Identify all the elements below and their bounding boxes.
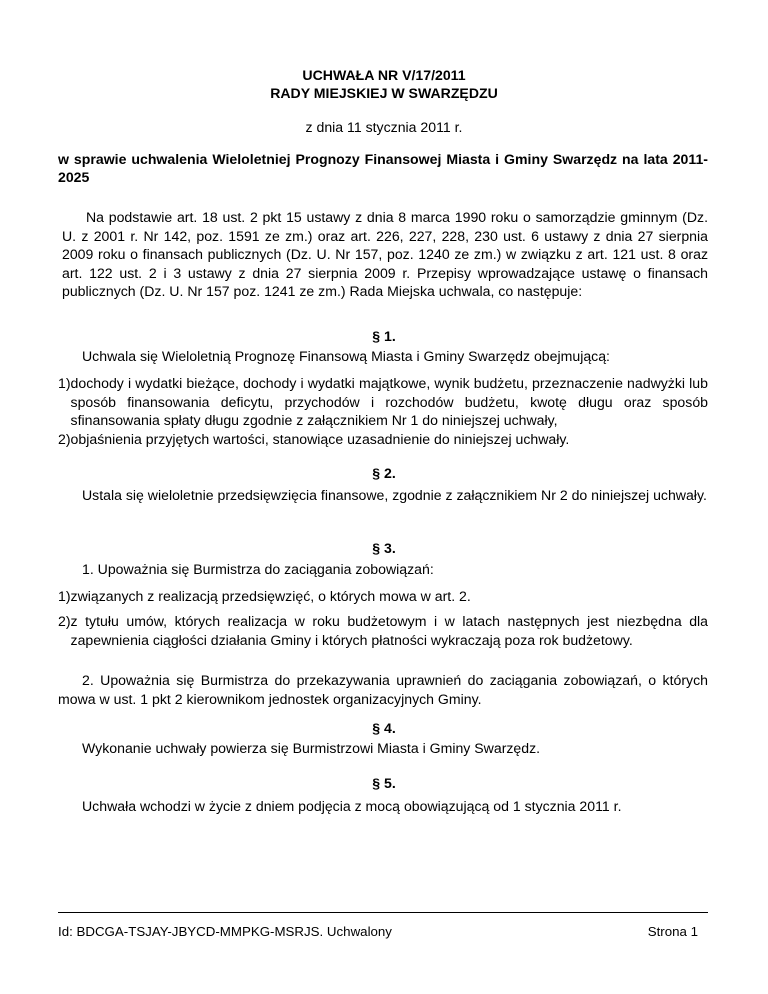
footer-divider	[58, 912, 708, 913]
section-1-intro: Uchwala się Wieloletnią Prognozę Finansową Miasta i Gminy Swarzędz obejmującą:	[82, 348, 610, 364]
document-id: Id: BDCGA-TSJAY-JBYCD-MMPKG-MSRJS. Uchwalony	[58, 924, 392, 939]
resolution-subject: w sprawie uchwalenia Wieloletniej Prognozy Finansowej Miasta i Gminy Swarzędz na lata 2011-2025	[58, 151, 708, 185]
section-2-heading: § 2.	[372, 465, 396, 481]
list-number: 2)	[58, 613, 71, 629]
section-2-text: Ustala się wieloletnie przedsięwzięcia finansowe, zgodnie z załącznikiem Nr 2 do niniejszej uchwały.	[82, 487, 707, 503]
section-3-paragraph-2: 2. Upoważnia się Burmistrza do przekazywania uprawnień do zaciągania zobowiązań, o których mowa w ust. 1 pkt 2 kierownikom jednostek organizacyjnych Gminy.	[58, 672, 708, 707]
list-text: dochody i wydatki bieżące, dochody i wydatki majątkowe, wynik budżetu, przeznaczenie nadwyżki lub sposób finansowania deficytu, przychodów i rozchodów budżetu, kwotę długu oraz sposób sfinansowania spłaty długu zgodnie z załącznikiem Nr 1 do niniejszej uchwały,	[70, 375, 708, 428]
section-3-item-1	[58, 587, 708, 606]
list-number: 1)	[58, 588, 71, 604]
section-4-heading: § 4.	[372, 720, 396, 736]
list-number: 1)	[58, 375, 71, 391]
preamble: Na podstawie art. 18 ust. 2 pkt 15 ustawy z dnia 8 marca 1990 roku o samorządzie gminnym (Dz. U. z 2001 r. Nr 142, poz. 1591 ze zm.) oraz art. 226, 227, 228, 230 ust. 6 ustawy z dnia 27 sierpnia 2009 roku o finansach publicznych (Dz. U. Nr 157, poz. 1240 ze zm.) w związku z art. 121 ust. 8 oraz art. 122 ust. 2 i 3 ustawy z dnia 27 sierpnia 2009 r. Przepisy wprowadzające ustawę o finansach publicznych (Dz. U. Nr 157 poz. 1241 ze zm.) Rada Miejska uchwala, co następuje:	[62, 209, 708, 299]
section-4-text: Wykonanie uchwały powierza się Burmistrzowi Miasta i Gminy Swarzędz.	[82, 740, 541, 756]
council-name: RADY MIEJSKIEJ W SWARZĘDZU	[270, 85, 498, 101]
list-number: 2)	[58, 431, 71, 447]
list-text: objaśnienia przyjętych wartości, stanowiące uzasadnienie do niniejszej uchwały.	[70, 431, 570, 447]
list-text: związanych z realizacją przedsięwzięć, o których mowa w art. 2.	[70, 588, 471, 604]
section-1-item-2	[58, 430, 708, 449]
section-1-item-1	[58, 374, 708, 430]
section-5-heading: § 5.	[372, 775, 396, 791]
section-3-item-2	[58, 612, 708, 649]
section-3-heading: § 3.	[372, 540, 396, 556]
page-number: Strona 1	[647, 924, 698, 939]
resolution-number: UCHWAŁA NR V/17/2011	[302, 67, 466, 83]
list-text: z tytułu umów, których realizacja w roku budżetowym i w latach następnych jest niezbędna dla zapewnienia ciągłości działania Gminy i których płatności wykraczają poza rok budżetowy.	[70, 613, 708, 648]
section-5-text: Uchwała wchodzi w życie z dniem podjęcia z mocą obowiązującą od 1 stycznia 2011 r.	[82, 798, 622, 814]
resolution-date: z dnia 11 stycznia 2011 r.	[305, 119, 463, 135]
section-3-paragraph-1: 1. Upoważnia się Burmistrza do zaciągania zobowiązań:	[82, 561, 434, 577]
section-1-heading: § 1.	[372, 328, 396, 344]
